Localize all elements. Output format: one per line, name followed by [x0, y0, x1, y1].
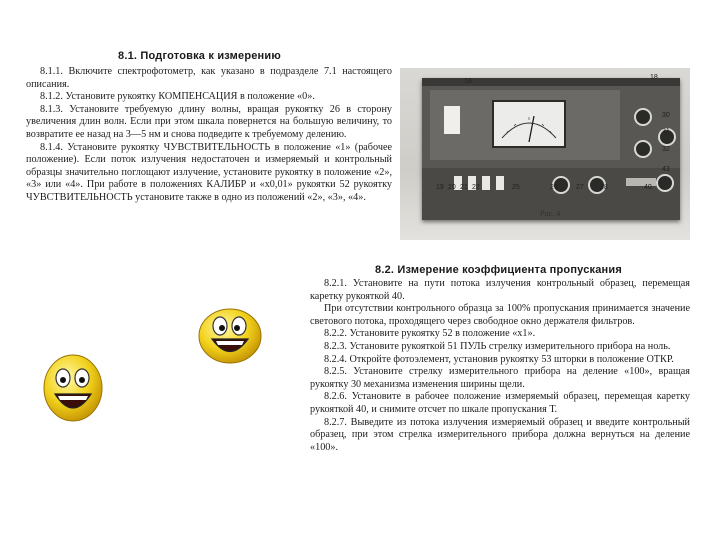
callout-number: 18 — [650, 74, 658, 81]
callout-number: 32 — [662, 146, 670, 153]
meter-dial — [492, 100, 566, 148]
callout-number: 26 — [550, 184, 558, 191]
paragraph: 8.1.2. Установите рукоятку КОМПЕНСАЦИЯ в положение «0». — [40, 91, 315, 103]
knob-icon — [634, 140, 652, 158]
section-transmittance-text — [310, 278, 690, 454]
device-body — [422, 78, 680, 220]
paragraph: 8.2.7. Выведите из потока излучения измеряемый образец и введите контрольный образец, при этом стрелка измерительного прибора должна вернуться на деление «100». — [310, 416, 690, 453]
paragraph: 8.2.5. Установите стрелку измерительного прибора на деление «100», вращая рукоятку 30 механизма изменения ширины щели. — [310, 366, 690, 390]
paragraph: При отсутствии контрольного образца за 100% пропускания принимается значение светового потока, проходящего через свободное окно держателя фильтров. — [310, 303, 690, 327]
callout-number: 19 — [436, 184, 444, 191]
callout-number: 27 — [576, 184, 584, 191]
paragraph: 8.1.4. Установите рукоятку ЧУВСТВИТЕЛЬНОСТЬ в положение «1» (рабочее положение). Если поток излучения недостаточен и измеряемый и контрольный образцы значительно поглощают излучение, установите рукоятку в положение «2», «3» или «4». При работе в положениях КАЛИБР и «x0,01» рукоятки 52 рукоятку ЧУВСТВИТЕЛЬНОСТЬ установите также в одно из положений «2», «3», «4». — [26, 141, 392, 203]
switch-icon — [496, 176, 504, 190]
callout-number: 31 — [662, 128, 670, 135]
callout-number: 25 — [512, 184, 520, 191]
paragraph: 8.2.1. Установите на пути потока излучения контрольный образец, перемещая каретку рукояткой 40. — [310, 278, 690, 302]
paragraph: 8.2.2. Установите рукоятку 52 в положение «x1». — [324, 328, 536, 340]
paragraph: 8.2.3. Установите рукояткой 51 ПУЛЬ стрелку измерительного прибора на ноль. — [324, 340, 671, 352]
callout-number: 40 — [644, 184, 652, 191]
callout-number: 30 — [662, 112, 670, 119]
callout-number: 16 — [464, 78, 472, 85]
knob-icon — [656, 174, 674, 192]
section-heading-preparation: 8.1. Подготовка к измерению — [118, 50, 281, 62]
callout-number: 21 — [460, 184, 468, 191]
paragraph: 8.1.1. Включите спектрофотометр, как указано в подразделе 7.1 настоящего описания. — [26, 66, 392, 90]
callout-number: 43 — [662, 166, 670, 173]
section-heading-transmittance: 8.2. Измерение коэффициента пропускания — [375, 264, 622, 276]
smiley-face-icon — [41, 352, 105, 429]
section-preparation-text — [26, 66, 392, 205]
switch-icon — [482, 176, 490, 190]
callout-number: 20 — [448, 184, 456, 191]
knob-icon — [634, 108, 652, 126]
paragraph: 8.1.3. Установите требуемую длину волны, вращая рукоятку 26 в сторону увеличения длин волн. Если при этом шкала повернется на большую величину, то возвратите ее назад на 3—5 нм и снова подведите к требуемому делению. — [26, 103, 392, 140]
smiley-face-icon — [196, 306, 264, 371]
paragraph: 8.2.4. Откройте фотоэлемент, установив рукоятку 53 шторки в положение ОТКР. — [324, 353, 674, 365]
figure-caption: Рис. 4 — [540, 209, 561, 218]
paragraph: 8.2.6. Установите в рабочее положение измеряемый образец, перемещая каретку рукояткой 40, и снимите отсчет по шкале пропускания Т. — [310, 391, 690, 415]
callout-number: 22 — [472, 184, 480, 191]
callout-number: 28 — [600, 184, 608, 191]
